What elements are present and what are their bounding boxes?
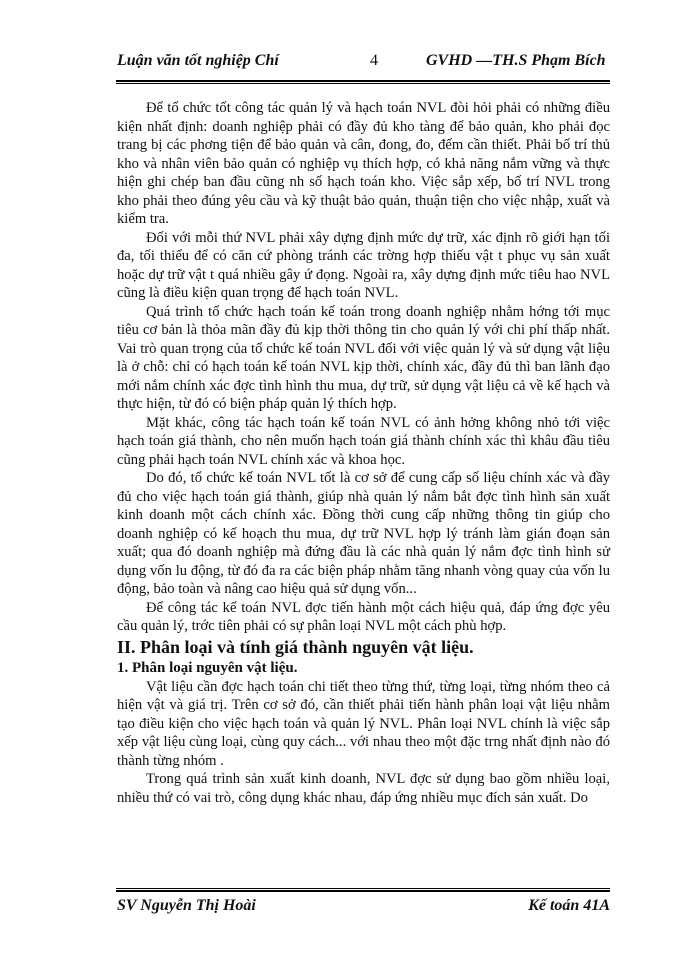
paragraph: Đối với mỗi thứ NVL phải xây dựng định mức dự trữ, xác định rõ giới hạn tối đa, tối thiểu để có căn cứ phòng tránh các trờng hợp thiếu vật t phục vụ sản xuất hoặc dự trữ vật t quá nhiều gây ứ đọng. Ngoài ra, xây dựng định mức tiêu hao NVL cũng là điều kiện quan trọng để hạch toán NVL. — [117, 229, 610, 301]
footer-rule — [116, 888, 610, 892]
paragraph: Để công tác kế toán NVL đợc tiến hành một cách hiệu quả, đáp ứng đợc yêu cầu quản lý, trớc tiên phải có sự phân loại NVL một cách phù hợp. — [117, 599, 610, 634]
paragraph: Do đó, tổ chức kế toán NVL tốt là cơ sở để cung cấp số liệu chính xác và đầy đủ cho việc hạch toán giá thành, giúp nhà quản lý nắm bắt đợc tình hình sản xuất kinh doanh một cách chính xác. Đồng thời cung cấp những thông tin giúp cho doanh nghiệp có kế hoạch thu mua, dự trữ NVL hợp lý tránh làm gián đoạn sản xuất; qua đó doanh nghiệp mà đứng đầu là các nhà quản lý nắm đợc tình hình sử dụng vốn lu động, từ đó đa ra các biện pháp nhằm tăng nhanh vòng quay của vốn lu động, bảo toàn và nâng cao hiệu quả sử dụng vốn... — [117, 470, 610, 597]
section-heading: II. Phân loại và tính giá thành nguyên vật liệu. — [117, 636, 474, 657]
header-right-text: GVHD —TH.S Phạm Bích — [426, 52, 606, 69]
subsection-heading: 1. Phân loại nguyên vật liệu. — [117, 659, 298, 676]
paragraph: Trong quá trình sản xuất kinh doanh, NVL đợc sử dụng bao gồm nhiều loại, nhiều thứ có vai trò, công dụng khác nhau, đáp ứng nhiều mục đích sản xuất. Do — [117, 771, 610, 806]
header-left-text: Luận văn tốt nghiệp Chí — [117, 52, 279, 69]
document-body — [117, 99, 610, 807]
footer-right-text: Kế toán 41A — [528, 897, 610, 914]
header-rule — [116, 80, 610, 84]
paragraph: Vật liệu cần đợc hạch toán chi tiết theo từng thứ, từng loại, từng nhóm theo cả hiện vật và giá trị. Trên cơ sở đó, cần thiết phải tiến hành phân loại vật liệu nhằm tạo điều kiện cho việc hạch toán và quản lý NVL. Phân loại NVL chính là việc sắp xếp vật liệu cùng loại, cùng quy cách... với nhau theo một đặc trng nhất định nào đó thành từng nhóm . — [117, 678, 610, 769]
paragraph: Để tổ chức tốt công tác quản lý và hạch toán NVL đòi hỏi phải có những điều kiện nhất định: doanh nghiệp phải có đầy đủ kho tàng để bảo quản, kho phải đọc trang bị các phơng tiện để bảo quản và cân, đong, đo, đếm cần thiết. Phải bố trí thủ kho và nhân viên bảo quản có nghiệp vụ thích hợp, có khả năng nắm vững và thực hiện ghi chép ban đầu cũng nh số hạch toán kho. Việc sắp xếp, bố trí NVL trong kho phải theo đúng yêu cầu và kỹ thuật bảo quản, thuận tiện cho việc nhập, xuất và kiểm tra. — [117, 100, 610, 227]
paragraph: Quá trình tổ chức hạch toán kế toán trong doanh nghiệp nhằm hớng tới mục tiêu cơ bản là thỏa mãn đầy đủ kịp thời thông tin cho quản lý với chi phí thấp nhất. Vai trò quan trọng của tổ chức kế toán NVL đối với việc quản lý và sử dụng vật liệu là ở chỗ: chỉ có hạch toán kế toán NVL kịp thời, chính xác, đầy đủ thì ban lãnh đạo mới nắm chính xác đợc tình hình thu mua, dự trữ, sử dụng vật liệu cả về kế hạch và thực hiện, từ đó có biện pháp quản lý thích hợp. — [117, 303, 610, 412]
paragraph: Mặt khác, công tác hạch toán kế toán NVL có ảnh hởng không nhỏ tới việc hạch toán giá thành, cho nên muốn hạch toán giá thành chính xác thì khâu đầu tiêu cũng phải hạch toán NVL chính xác và khoa học. — [117, 414, 610, 468]
footer-left-text: SV Nguyễn Thị Hoài — [117, 897, 256, 914]
page-number: 4 — [370, 52, 378, 69]
